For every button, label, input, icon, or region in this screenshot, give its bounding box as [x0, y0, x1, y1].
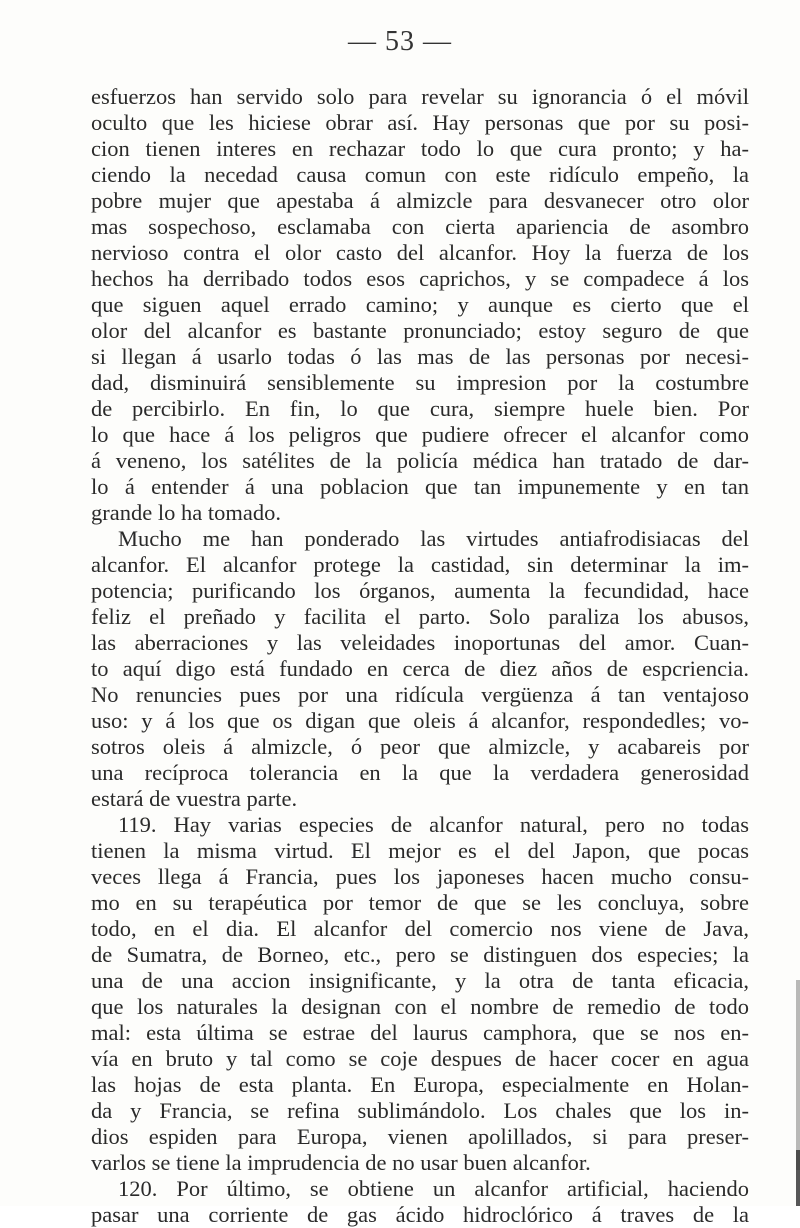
- text-line: una de una accion insignificante, y la otra de tanta eficacia,: [91, 968, 749, 993]
- text-line: varlos se tiene la imprudencia de no usar buen alcanfor.: [91, 1150, 591, 1175]
- page-number: — 53 —: [348, 26, 452, 57]
- text-line: No renuncies pues por una ridícula vergüenza á tan ventajoso: [91, 682, 749, 707]
- text-line: hechos ha derribado todos esos caprichos, y se compadece á los: [91, 266, 749, 291]
- text-line: grande lo ha tomado.: [91, 500, 281, 525]
- text-line: oculto que les hiciese obrar así. Hay personas que por su posi-: [91, 110, 749, 135]
- text-line: á veneno, los satélites de la policía médica han tratado de dar-: [91, 448, 749, 473]
- text-line: mo en su terapéutica por temor de que se les concluya, sobre: [91, 890, 749, 915]
- paragraph-start-line: 119. Hay varias especies de alcanfor natural, pero no todas: [118, 812, 749, 837]
- text-line: mas sospechoso, esclamaba con cierta apariencia de asombro: [91, 214, 749, 239]
- text-line: lo á entender á una poblacion que tan impunemente y en tan: [91, 474, 749, 499]
- page-edge-shadow: [796, 980, 800, 1170]
- text-line: feliz el preñado y facilita el parto. Solo paraliza los abusos,: [91, 604, 749, 629]
- text-line: potencia; purificando los órganos, aumenta la fecundidad, hace: [91, 578, 749, 603]
- text-line: dios espiden para Europa, vienen apolillados, si para preser-: [91, 1124, 749, 1149]
- text-line: que los naturales la designan con el nombre de remedio de todo: [91, 994, 749, 1019]
- text-line: que siguen aquel errado camino; y aunque es cierto que el: [91, 292, 749, 317]
- text-line: tienen la misma virtud. El mejor es el del Japon, que pocas: [91, 838, 749, 863]
- text-line: uso: y á los que os digan que oleis á alcanfor, respondedles; vo-: [91, 708, 749, 733]
- text-line: lo que hace á los peligros que pudiere ofrecer el alcanfor como: [91, 422, 749, 447]
- text-line: ciendo la necedad causa comun con este ridículo empeño, la: [91, 162, 749, 187]
- text-line: pasar una corriente de gas ácido hidroclórico á traves de la: [91, 1202, 749, 1227]
- text-line: nervioso contra el olor casto del alcanfor. Hoy la fuerza de los: [91, 240, 749, 265]
- text-line: dad, disminuirá sensiblemente su impresion por la costumbre: [91, 370, 749, 395]
- paragraph-start-line: 120. Por último, se obtiene un alcanfor artificial, haciendo: [118, 1176, 749, 1201]
- text-line: sotros oleis á almizcle, ó peor que almizcle, y acabareis por: [91, 734, 749, 759]
- text-line: pobre mujer que apestaba á almizcle para desvanecer otro olor: [91, 188, 749, 213]
- text-line: de Sumatra, de Borneo, etc., pero se distinguen dos especies; la: [91, 942, 749, 967]
- text-line: vía en bruto y tal como se coje despues de hacer cocer en agua: [91, 1046, 749, 1071]
- text-line: las aberraciones y las veleidades inoportunas del amor. Cuan-: [91, 630, 749, 655]
- text-line: veces llega á Francia, pues los japoneses hacen mucho consu-: [91, 864, 749, 889]
- text-line: una recíproca tolerancia en la que la verdadera generosidad: [91, 760, 749, 785]
- text-line: da y Francia, se refina sublimándolo. Los chales que los in-: [91, 1098, 749, 1123]
- text-line: cion tienen interes en rechazar todo lo que cura pronto; y ha-: [91, 136, 749, 161]
- text-line: alcanfor. El alcanfor protege la castidad, sin determinar la im-: [91, 552, 749, 577]
- page-edge-mark: [796, 1150, 800, 1206]
- paragraph-start-line: Mucho me han ponderado las virtudes antiafrodisiacas del: [118, 526, 749, 551]
- text-line: mal: esta última se estrae del laurus camphora, que se nos en-: [91, 1020, 749, 1045]
- text-line: las hojas de esta planta. En Europa, especialmente en Holan-: [91, 1072, 749, 1097]
- text-line: de percibirlo. En fin, lo que cura, siempre huele bien. Por: [91, 396, 749, 421]
- text-line: olor del alcanfor es bastante pronunciado; estoy seguro de que: [91, 318, 749, 343]
- text-line: esfuerzos han servido solo para revelar su ignorancia ó el móvil: [91, 84, 749, 109]
- text-line: to aquí digo está fundado en cerca de diez años de espcriencia.: [91, 656, 749, 681]
- text-line: si llegan á usarlo todas ó las mas de las personas por necesi-: [91, 344, 749, 369]
- text-line: estará de vuestra parte.: [91, 786, 298, 811]
- text-line: todo, en el dia. El alcanfor del comercio nos viene de Java,: [91, 916, 749, 941]
